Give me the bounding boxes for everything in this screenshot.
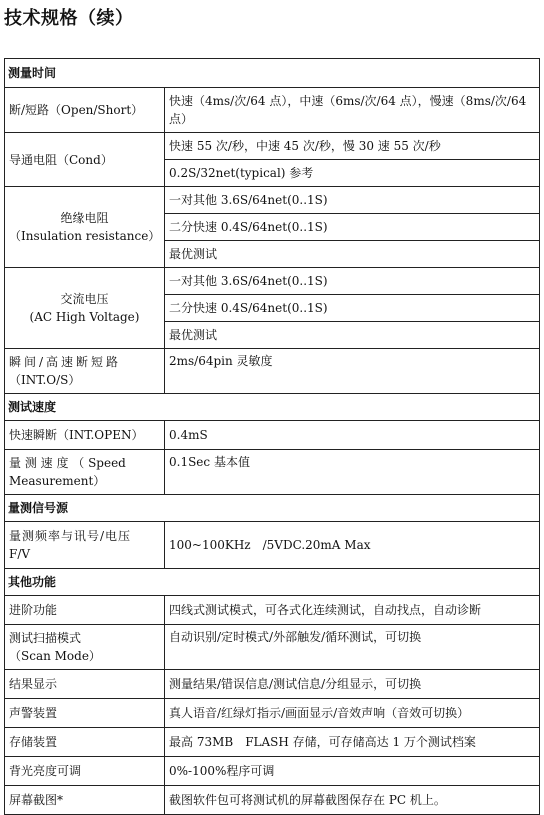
row-label: 断/短路（Open/Short） — [5, 88, 165, 133]
section-signal-source: 量测信号源 — [5, 495, 540, 522]
row-value: 真人语音/红绿灯指示/画面显示/音效声响（音效可切换） — [165, 699, 540, 728]
label-line-2: （Scan Mode） — [9, 649, 101, 663]
table-row — [5, 625, 540, 670]
table-row — [5, 699, 540, 728]
label-line-1: 测试扫描模式 — [9, 631, 82, 645]
table-row — [5, 728, 540, 757]
table-row — [5, 88, 540, 133]
row-label — [5, 187, 165, 268]
row-value: 最优测试 — [165, 241, 540, 268]
section-measure-time: 测量时间 — [5, 59, 540, 88]
row-label — [5, 450, 165, 495]
section-header — [5, 59, 540, 88]
label-line-1: 量测频率与讯号/电压 — [9, 529, 132, 543]
row-value: 快速（4ms/次/64 点），中速（6ms/次/64 点），慢速（8ms/次/64 点） — [165, 88, 540, 133]
row-label — [5, 268, 165, 349]
row-value: 最优测试 — [165, 322, 540, 349]
spec-table — [4, 58, 540, 815]
row-label: 背光亮度可调 — [5, 757, 165, 786]
row-label — [5, 349, 165, 394]
table-row — [5, 670, 540, 699]
section-header — [5, 394, 540, 421]
table-row — [5, 349, 540, 394]
label-line-2: F/V — [9, 547, 31, 561]
table-row — [5, 522, 540, 569]
label-line-1: 量 测 速 度 （ Speed — [9, 456, 126, 470]
table-row — [5, 187, 540, 214]
table-row — [5, 596, 540, 625]
row-value: 一对其他 3.6S/64net(0..1S) — [165, 187, 540, 214]
row-value: 0.4mS — [165, 421, 540, 450]
row-value: 二分快速 0.4S/64net(0..1S) — [165, 295, 540, 322]
row-value: 0%-100%程序可调 — [165, 757, 540, 786]
section-other: 其他功能 — [5, 569, 540, 596]
row-value: 自动识别/定时模式/外部触发/循环测试，可切换 — [165, 625, 540, 670]
row-label: 导通电阻（Cond） — [5, 133, 165, 187]
page-title: 技术规格（续） — [4, 8, 134, 29]
table-row — [5, 786, 540, 815]
table-row — [5, 133, 540, 160]
label-line-2: Measurement） — [9, 474, 106, 488]
row-value: 2ms/64pin 灵敏度 — [165, 349, 540, 394]
label-cn: 交流电压 — [60, 292, 109, 306]
row-label: 屏幕截图* — [5, 786, 165, 815]
row-label: 进阶功能 — [5, 596, 165, 625]
row-value: 一对其他 3.6S/64net(0..1S) — [165, 268, 540, 295]
row-label — [5, 625, 165, 670]
label-en: （Insulation resistance） — [9, 229, 161, 243]
row-value: 二分快速 0.4S/64net(0..1S) — [165, 214, 540, 241]
row-label: 存储装置 — [5, 728, 165, 757]
row-value: 截图软件包可将测试机的屏幕截图保存在 PC 机上。 — [165, 786, 540, 815]
row-label: 结果显示 — [5, 670, 165, 699]
section-test-speed: 测试速度 — [5, 394, 540, 421]
table-row — [5, 757, 540, 786]
table-row — [5, 421, 540, 450]
row-value: 测量结果/错误信息/测试信息/分组显示，可切换 — [165, 670, 540, 699]
label-cn: 绝缘电阻 — [60, 211, 109, 225]
row-value: 四线式测试模式，可各式化连续测试，自动找点，自动诊断 — [165, 596, 540, 625]
label-en: （INT.O/S） — [9, 373, 81, 387]
row-label: 声警装置 — [5, 699, 165, 728]
table-row — [5, 268, 540, 295]
section-header — [5, 569, 540, 596]
row-value: 最高 73MB FLASH 存储，可存储高达 1 万个测试档案 — [165, 728, 540, 757]
table-row — [5, 450, 540, 495]
row-value: 100~100KHz /5VDC.20mA Max — [165, 522, 540, 569]
row-label — [5, 522, 165, 569]
row-label: 快速瞬断（INT.OPEN） — [5, 421, 165, 450]
label-cn: 瞬间/高速断短路 — [9, 355, 122, 369]
row-value: 快速 55 次/秒，中速 45 次/秒，慢 30 速 55 次/秒 — [165, 133, 540, 160]
row-value: 0.1Sec 基本值 — [165, 450, 540, 495]
section-header — [5, 495, 540, 522]
label-en: (AC High Voltage) — [29, 310, 140, 324]
row-value: 0.2S/32net(typical) 参考 — [165, 160, 540, 187]
